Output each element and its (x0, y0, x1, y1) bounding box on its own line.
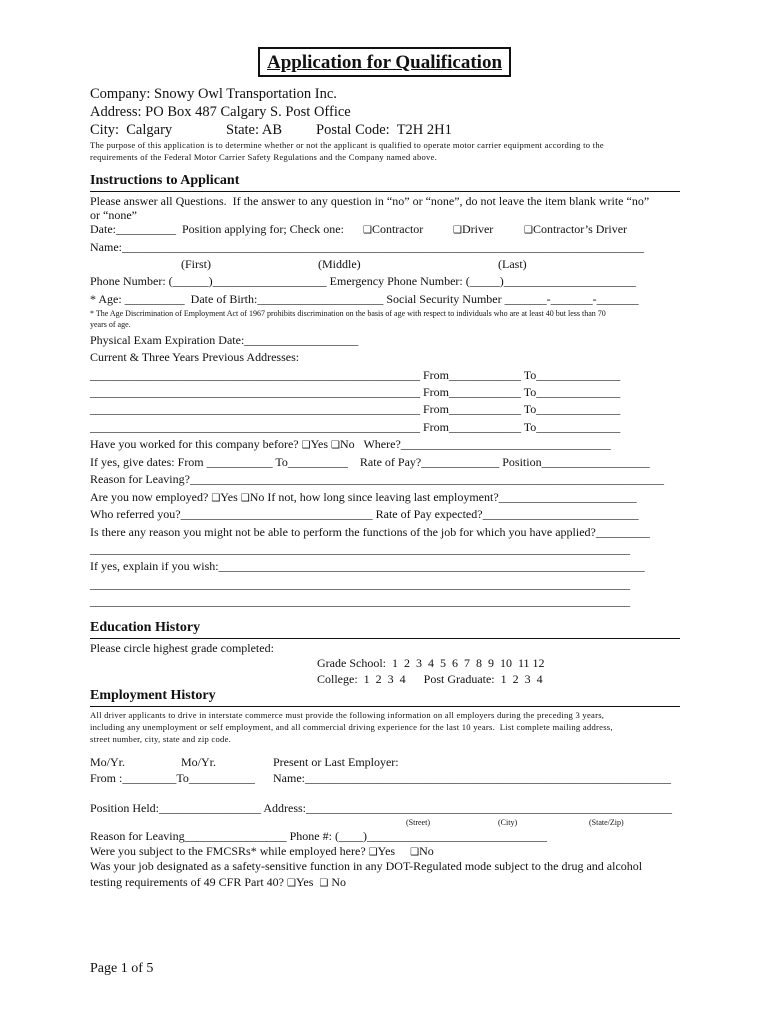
purpose-text-2: requirements of the Federal Motor Carrier Safety Regulations and the Company named above. (90, 152, 438, 162)
unable-perform-question[interactable]: Is there any reason you might not be able to perform the functions of the job for which you have applied?_________ (90, 525, 650, 539)
checkbox-icon[interactable]: ❑ (286, 878, 296, 889)
prior-dates-field[interactable]: If yes, give dates: From ___________ To__________ Rate of Pay?_____________ Position__________________ (90, 455, 650, 469)
answer-line[interactable]: __________________________________________________________________________________________ (90, 577, 630, 591)
referral-field[interactable]: Who referred you?________________________________ Rate of Pay expected?__________________________ (90, 507, 639, 521)
company-postal-code: Postal Code: T2H 2H1 (316, 122, 452, 138)
checkbox-icon[interactable]: ❑ (301, 440, 311, 451)
checkbox-icon[interactable]: ❑ (453, 225, 462, 236)
answer-line[interactable]: __________________________________________________________________________________________ (90, 542, 630, 556)
option-driver[interactable]: ❑Driver (453, 222, 494, 236)
last-employment-field[interactable]: No If not, how long since leaving last employment?_______________________ (249, 490, 637, 504)
employment-dates-field[interactable]: From :_________To___________ (90, 771, 255, 785)
name-middle-label: (Middle) (318, 257, 361, 271)
education-rule (90, 638, 680, 639)
moyr-label-1: Mo/Yr. (90, 755, 126, 769)
name-first-label: (First) (181, 257, 211, 271)
employment-heading: Employment History (90, 688, 216, 703)
city-label: (City) (498, 818, 518, 827)
checkbox-icon[interactable]: ❑ (331, 440, 340, 451)
employer-name-field[interactable]: Name:_____________________________________________________________ (273, 771, 671, 785)
checkbox-icon[interactable]: ❑ (211, 493, 221, 504)
moyr-label-2: Mo/Yr. (181, 755, 217, 769)
option-contractors-driver[interactable]: ❑Contractor’s Driver (524, 222, 628, 236)
explain-field[interactable]: If yes, explain if you wish:_______________________________________________________________________ (90, 559, 645, 573)
company-city: City: Calgary (90, 122, 173, 138)
phone-field[interactable]: Phone Number: (______)___________________ Emergency Phone Number: (_____)______________________ (90, 274, 636, 288)
instructions-heading: Instructions to Applicant (90, 173, 240, 188)
age-discrimination-note-1: * The Age Discrimination of Employment Act of 1967 prohibits discrimination on the basis of age with respect to individuals who are at least 40 but less than 70 (90, 309, 606, 318)
answer-line[interactable]: __________________________________________________________________________________________ (90, 594, 630, 608)
date-position-line: Date:__________ Position applying for; Check one: (90, 222, 344, 236)
street-label: (Street) (406, 818, 430, 827)
addresses-label: Current & Three Years Previous Addresses: (90, 350, 300, 364)
address-row[interactable]: _______________________________________________________ From____________ To______________ (90, 402, 621, 416)
company-state: State: AB (226, 122, 282, 138)
instructions-note-1: Please answer all Questions. If the answer to any question in “no” or “none”, do not leave the item blank write “no” (90, 194, 650, 208)
reason-leaving-field[interactable]: Reason for Leaving?_______________________________________________________________________________ (90, 472, 664, 486)
physical-exam-field[interactable]: Physical Exam Expiration Date:___________________ (90, 333, 359, 347)
instructions-note-2: or “none” (90, 208, 137, 222)
address-row[interactable]: _______________________________________________________ From____________ To______________ (90, 368, 621, 382)
page-title: Application for Qualification (258, 47, 511, 77)
address-row[interactable]: _______________________________________________________ From____________ To______________ (90, 385, 621, 399)
checkbox-icon[interactable]: ❑ (410, 847, 420, 858)
age-discrimination-note-2: years of age. (90, 320, 131, 329)
checkbox-icon[interactable]: ❑ (368, 847, 378, 858)
grade-school-options[interactable]: Grade School: 1 2 3 4 5 6 7 8 9 10 11 12 (317, 656, 545, 670)
fmcsr-question-line: Were you subject to the FMCSRs* while employed here? ❑Yes ❑No (90, 844, 434, 858)
employment-note-1: All driver applicants to drive in interstate commerce must provide the following information on all employers during the preceding 3 years, (90, 710, 605, 720)
reason-phone-field[interactable]: Reason for Leaving_________________ Phone #: (____)______________________________ (90, 829, 547, 843)
position-address-field[interactable]: Position Held:_________________ Address:_____________________________________________________________ (90, 801, 673, 815)
name-last-label: (Last) (498, 257, 527, 271)
page-number: Page 1 of 5 (90, 961, 154, 976)
circle-grade-note: Please circle highest grade completed: (90, 641, 274, 655)
name-field[interactable]: Name:_______________________________________________________________________________________ (90, 240, 644, 254)
education-heading: Education History (90, 620, 201, 635)
instructions-rule (90, 191, 680, 192)
state-zip-label: (State/Zip) (589, 818, 624, 827)
age-dob-ssn-field[interactable]: * Age: __________ Date of Birth:_____________________ Social Security Number _______-_______-_______ (90, 292, 639, 306)
address-row[interactable]: _______________________________________________________ From____________ To______________ (90, 420, 621, 434)
company-name: Company: Snowy Owl Transportation Inc. (90, 86, 337, 102)
where-field[interactable]: Where?___________________________________ (363, 437, 611, 451)
company-address: Address: PO Box 487 Calgary S. Post Office (90, 104, 351, 120)
checkbox-icon[interactable]: ❑ (319, 878, 329, 889)
now-employed-line: Are you now employed? ❑Yes ❑No If not, how long since leaving last employment?_______________________ (90, 490, 637, 504)
worked-before-line: Have you worked for this company before? ❑Yes ❑No Where?___________________________________ (90, 437, 611, 451)
safety-question-line: testing requirements of 49 CFR Part 40? ❑Yes ❑ No (90, 875, 347, 889)
employment-rule (90, 706, 680, 707)
checkbox-icon[interactable]: ❑ (240, 493, 250, 504)
checkbox-icon[interactable]: ❑ (524, 225, 533, 236)
purpose-text-1: The purpose of this application is to determine whether or not the applicant is qualified to operate motor carrier equipment according to the (90, 140, 604, 150)
college-options[interactable]: College: 1 2 3 4 Post Graduate: 1 2 3 4 (317, 672, 543, 686)
employment-note-2: including any unemployment or self employment, and all commercial driving experience for the last 10 years. List complete mailing address, (90, 722, 613, 732)
option-contractor[interactable]: ❑Contractor (363, 222, 424, 236)
present-employer-label: Present or Last Employer: (273, 755, 399, 769)
safety-question-1: Was your job designated as a safety-sensitive function in any DOT-Regulated mode subject to the drug and alcohol (90, 859, 643, 873)
checkbox-icon[interactable]: ❑ (363, 225, 372, 236)
employment-note-3: street number, city, state and zip code. (90, 734, 232, 744)
